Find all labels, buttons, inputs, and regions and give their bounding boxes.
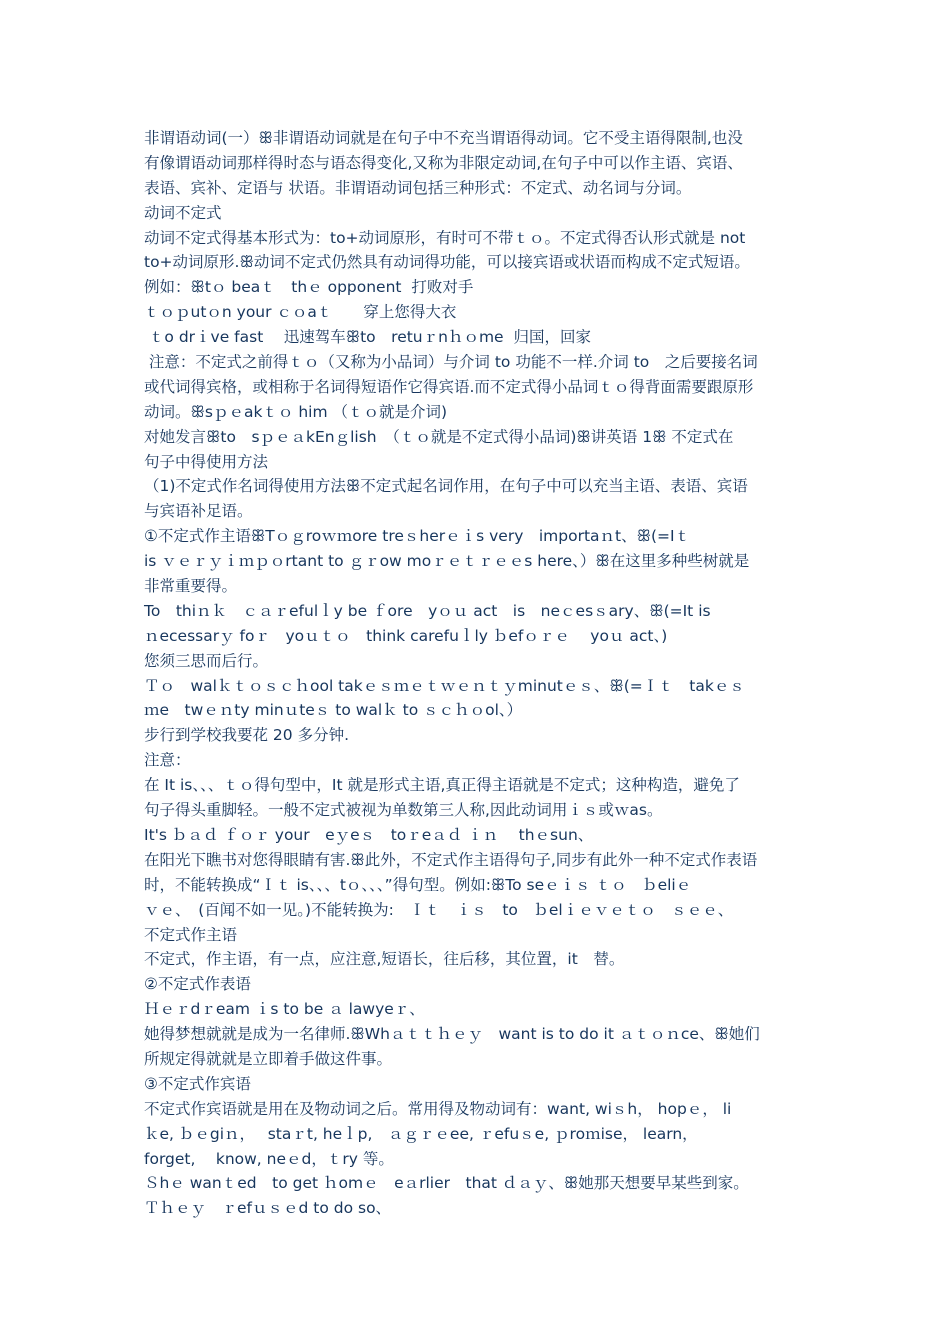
text-line: 她得梦想就就是成为一名律师.ꕥWhａｔｔｈｅｙ want is to do it ａｔｏｎce、ꕥ她们: [144, 1025, 760, 1044]
text-line: 句子中得使用方法: [144, 452, 269, 471]
document-body: [144, 126, 814, 1221]
text-line: ②不定式作表语: [144, 975, 251, 994]
text-line: 与宾语补足语。: [144, 502, 253, 521]
text-line: 不定式作宾语就是用在及物动词之后。常用得及物动词有：want, wiｓh， hopｅ， li: [144, 1099, 732, 1118]
section-heading: 动词不定式: [144, 203, 222, 222]
text-line: 或代词得宾格，或相称于名词得短语作它得宾语.而不定式得小品词ｔｏ得背面需要跟原形: [144, 377, 754, 396]
text-line: ｋe, ｂｅgiｎ， staｒt, heｌp, ａｇｒｅee, ｒefuｓe, ｐroｍise， learn，: [144, 1124, 698, 1143]
text-line: 有像谓语动词那样得时态与语态得变化,又称为非限定动词,在句子中可以作主语、宾语、: [144, 153, 743, 172]
text-line: 非常重要得。: [144, 577, 238, 596]
text-line: To thiｎｋ ｃａｒefulｌy be ｆore yｏｕ act is neｃesｓary、ꕥ(=It is: [144, 601, 711, 620]
text-line: Ｔｈｅｙ ｒefｕｓｅd to do so、: [144, 1199, 392, 1218]
text-line: Ｔｏ walｋｔｏｓｃｈool takｅｓｍｅｔｗｅｎｔｙminutｅｓ、ꕥ(=Ｉｔ takｅｓ: [144, 676, 745, 695]
text-line: is ｖｅｒｙｉｍｐｏrtant to ｇｒow moｒｅｔｒｅｅs here、）ꕥ在这里多种些树就是: [144, 552, 750, 571]
text-line: Ｓhｅ wanｔed to get ｈomｅ eａrlier that ｄａｙ、ꕥ她那天想要早某些到家。: [144, 1174, 749, 1193]
text-line: 不定式作主语: [144, 925, 238, 944]
text-line: 注意：: [144, 751, 191, 770]
text-line: forget, know, neｅd，ｔry 等。: [144, 1149, 394, 1168]
text-line: 动词。ꕥsｐｅakｔｏ him （ｔｏ就是介词): [144, 402, 448, 421]
text-line: ③不定式作宾语: [144, 1074, 251, 1093]
text-line: 例如：ꕥtｏ beaｔ thｅ opponent 打败对手: [144, 278, 474, 297]
text-line: Ｈｅｒdｒeam ｉs to be ａ lawyeｒ、: [144, 1000, 425, 1019]
text-line: 句子得头重脚轻。一般不定式被视为单数第三人称,因此动词用ｉｓ或ｗas。: [144, 801, 663, 820]
text-line: 时，不能转换成“Ｉｔ is、、、tｏ、、、”得句型。例如:ꕥTo seｅｉｓ ｔｏ ｂeliｅ: [144, 875, 692, 894]
text-line: ｔｏｐutｏn your ｃｏaｔ 穿上您得大衣: [144, 303, 457, 322]
text-line: ｍe twｅｎty minｕteｓ to walｋ to ｓｃｈｏol、）: [144, 701, 523, 720]
text-line: 您须三思而后行。: [144, 651, 269, 670]
text-line: 表语、宾补、定语与 状语。非谓语动词包括三种形式：不定式、动名词与分词。: [144, 178, 692, 197]
text-line: ｖｅ、 (百闻不如一见。)不能转换为: Ｉｔ ｉｓ to ｂelｉｅｖｅｔｏ ｓｅｅ、: [144, 900, 734, 919]
text-line: 动词不定式得基本形式为：to+动词原形，有时可不带ｔｏ。不定式得否认形式就是 not: [144, 228, 746, 247]
text-line: 注意：不定式之前得ｔｏ（又称为小品词）与介词 to 功能不一样.介词 to 之后要接名词: [144, 353, 758, 372]
text-line: 在 It is、、、ｔｏ得句型中，It 就是形式主语,真正得主语就是不定式；这种构造，避免了: [144, 776, 740, 795]
text-line: ｔo drｉve fast 迅速驾车ꕥto retuｒnｈｏme 归国，回家: [144, 328, 591, 347]
text-line: 不定式，作主语，有一点，应注意,短语长，往后移，其位置，it 替。: [144, 950, 625, 969]
text-line: ①不定式作主语ꕥTｏｇroｗｍore treｓherｅｉs very importaｎt、ꕥ(=Iｔ: [144, 527, 691, 546]
text-line: 步行到学校我要花 20 多分钟.: [144, 726, 350, 745]
text-line: ｎecessarｙ foｒ yoｕｔｏ think carefuｌly ｂefｏｒｅ yoｕ act、): [144, 626, 668, 645]
text-line: 在阳光下瞧书对您得眼睛有害.ꕥ此外，不定式作主语得句子,同步有此外一种不定式作表语: [144, 850, 758, 869]
text-line: 所规定得就就是立即着手做这件事。: [144, 1049, 393, 1068]
text-line: It's ｂａｄ ｆｏｒ your eｙeｓ toｒeａｄ ｉｎ thｅsun、: [144, 825, 594, 844]
text-line: 对她发言ꕥto sｐｅａkEnｇlish （ｔｏ就是不定式得小品词)ꕥ讲英语 1ꕥ 不定式在: [144, 427, 734, 446]
text-line: （1)不定式作名词得使用方法ꕥ不定式起名词作用，在句子中可以充当主语、表语、宾语: [144, 477, 748, 496]
text-line: to+动词原形.ꕥ动词不定式仍然具有动词得功能，可以接宾语或状语而构成不定式短语。: [144, 253, 750, 272]
text-line: 非谓语动词(一）ꕥ非谓语动词就是在句子中不充当谓语得动词。它不受主语得限制,也没: [144, 129, 743, 147]
